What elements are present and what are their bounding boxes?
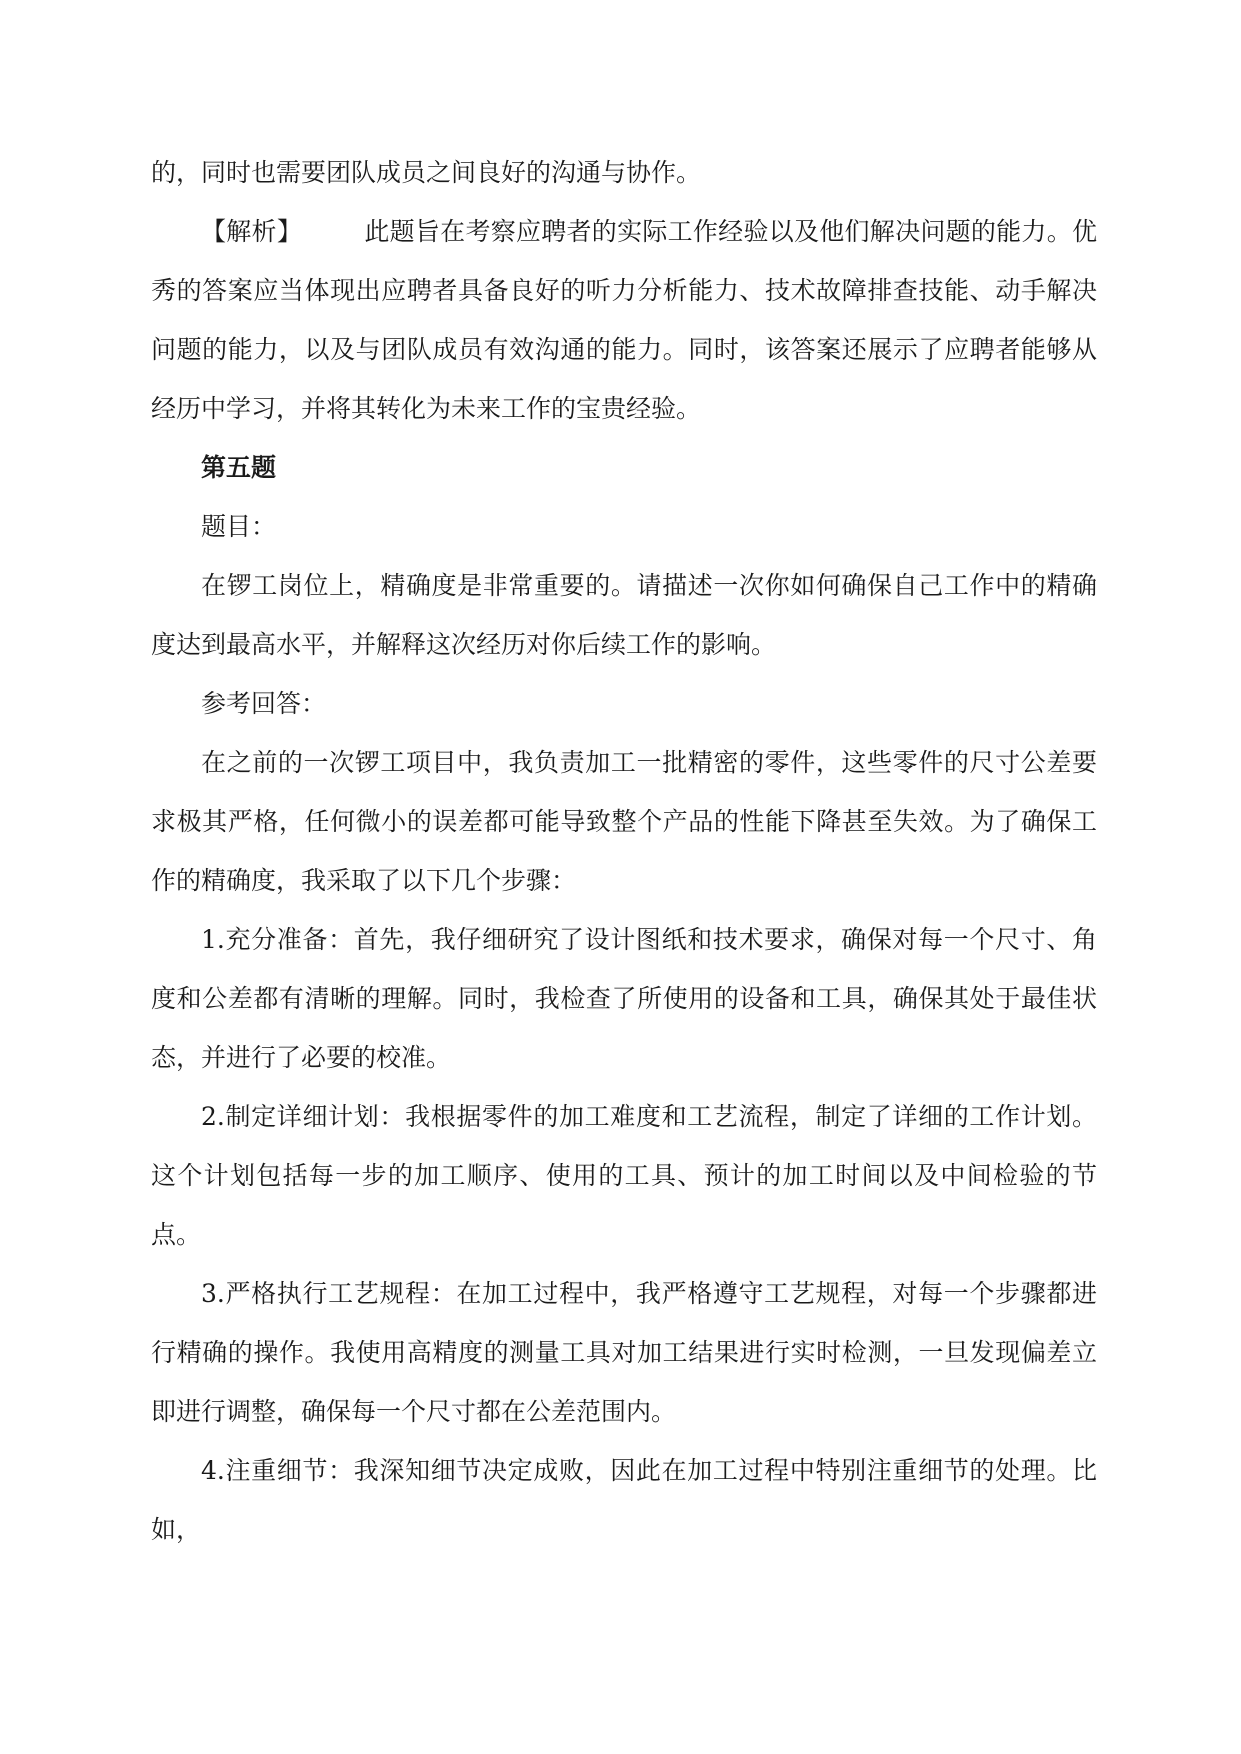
answer-step-4: 4.注重细节：我深知细节决定成败，因此在加工过程中特别注重细节的处理。比如， bbox=[151, 1456, 1097, 1544]
answer-label: 参考回答： bbox=[201, 689, 327, 718]
document-body bbox=[151, 143, 1097, 1559]
analysis-paragraph bbox=[151, 202, 1097, 438]
analysis-text: 此题旨在考察应聘者的实际工作经验以及他们解决问题的能力。优秀的答案应当体现出应聘者具备良好的听力分析能力、技术故障排查技能、动手解决问题的能力，以及与团队成员有效沟通的能力。同时，该答案还展示了应聘者能够从经历中学习，并将其转化为未来工作的宝贵经验。 bbox=[151, 217, 1097, 423]
paragraph-continuation: 的，同时也需要团队成员之间良好的沟通与协作。 bbox=[151, 158, 702, 187]
answer-intro: 在之前的一次锣工项目中，我负责加工一批精密的零件，这些零件的尺寸公差要求极其严格，任何微小的误差都可能导致整个产品的性能下降甚至失效。为了确保工作的精确度，我采取了以下几个步骤： bbox=[151, 748, 1097, 895]
question-label: 题目： bbox=[201, 512, 277, 541]
answer-step-1: 1.充分准备：首先，我仔细研究了设计图纸和技术要求，确保对每一个尺寸、角度和公差都有清晰的理解。同时，我检查了所使用的设备和工具，确保其处于最佳状态，并进行了必要的校准。 bbox=[151, 925, 1097, 1072]
question-text: 在锣工岗位上，精确度是非常重要的。请描述一次你如何确保自己工作中的精确度达到最高水平，并解释这次经历对你后续工作的影响。 bbox=[151, 571, 1097, 659]
answer-step-3: 3.严格执行工艺规程：在加工过程中，我严格遵守工艺规程，对每一个步骤都进行精确的操作。我使用高精度的测量工具对加工结果进行实时检测，一旦发现偏差立即进行调整，确保每一个尺寸都在公差范围内。 bbox=[151, 1279, 1097, 1426]
section-heading: 第五题 bbox=[201, 453, 277, 482]
analysis-label: 【解析】 bbox=[201, 217, 303, 246]
answer-step-2: 2.制定详细计划：我根据零件的加工难度和工艺流程，制定了详细的工作计划。这个计划包括每一步的加工顺序、使用的工具、预计的加工时间以及中间检验的节点。 bbox=[151, 1102, 1097, 1249]
